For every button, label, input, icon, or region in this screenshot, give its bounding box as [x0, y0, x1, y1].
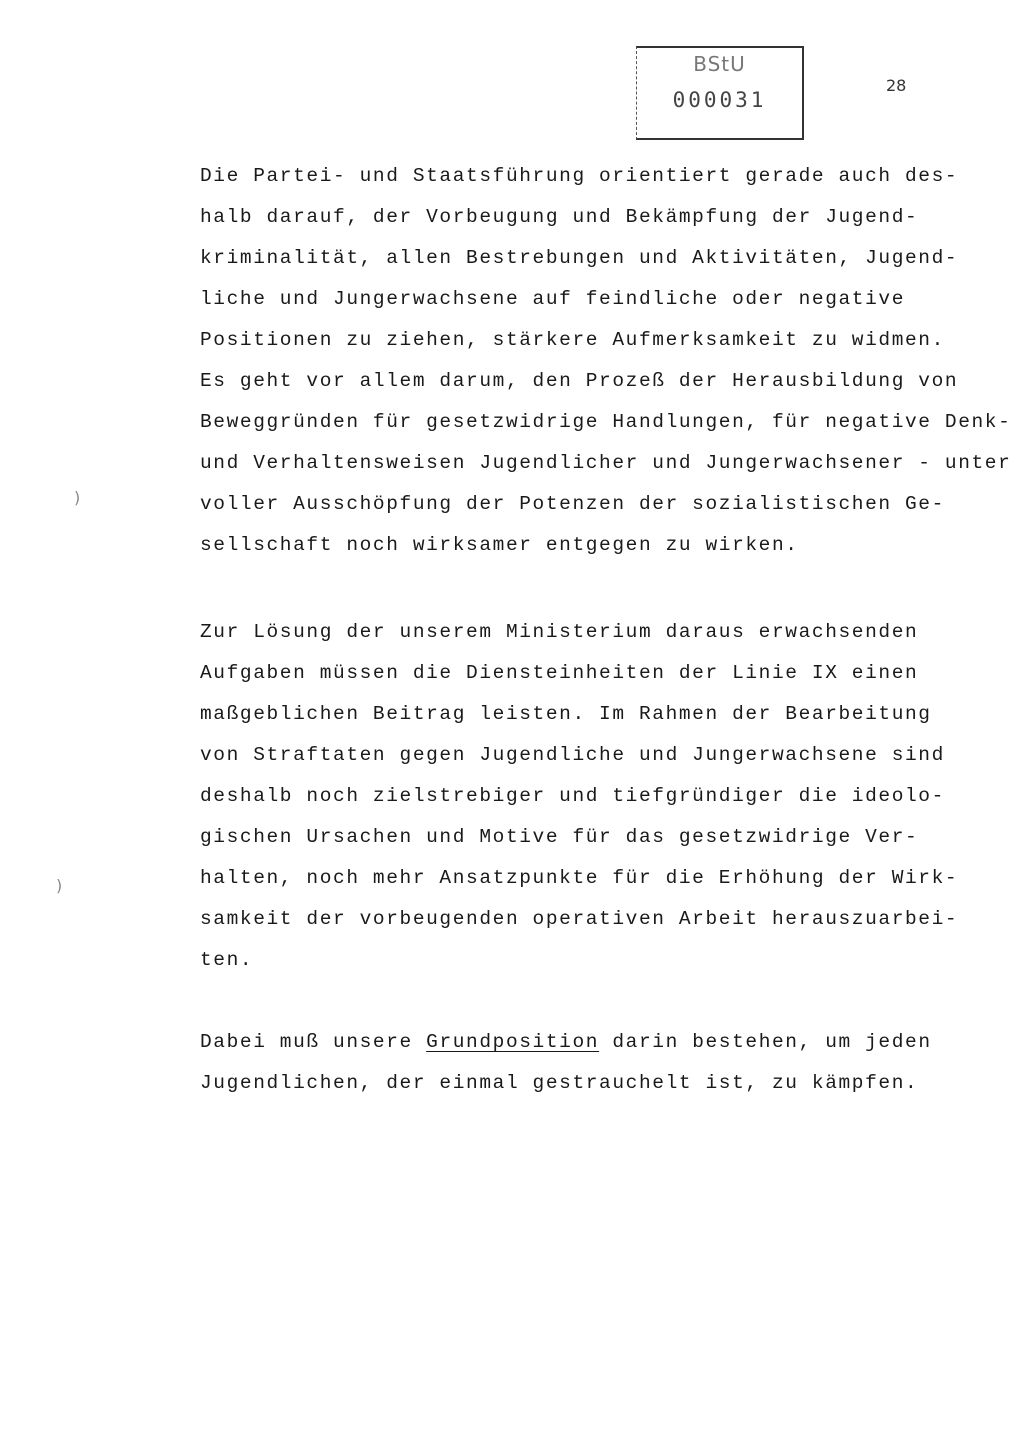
- text-line: deshalb noch zielstrebiger und tiefgründiger die ideolo-: [200, 785, 945, 807]
- text-line: ten.: [200, 949, 254, 971]
- margin-mark: ): [74, 488, 81, 507]
- text-line: halten, noch mehr Ansatzpunkte für die Erhöhung der Wirk-: [200, 867, 959, 889]
- text-line: gischen Ursachen und Motive für das gesetzwidrige Ver-: [200, 826, 919, 848]
- text-line: sellschaft noch wirksamer entgegen zu wirken.: [200, 534, 799, 556]
- text-line: von Straftaten gegen Jugendliche und Jungerwachsene sind: [200, 744, 945, 766]
- margin-mark: ): [56, 876, 63, 895]
- text-segment: darin bestehen, um jeden: [599, 1031, 932, 1053]
- archive-stamp: [636, 46, 804, 140]
- text-line: kriminalität, allen Bestrebungen und Aktivitäten, Jugend-: [200, 247, 959, 269]
- text-line: voller Ausschöpfung der Potenzen der sozialistischen Ge-: [200, 493, 945, 515]
- text-line: samkeit der vorbeugenden operativen Arbeit herauszuarbei-: [200, 908, 959, 930]
- text-line: liche und Jungerwachsene auf feindliche oder negative: [200, 288, 906, 310]
- paragraph-2: [200, 612, 990, 981]
- text-line: [200, 1022, 990, 1063]
- text-line: Die Partei- und Staatsführung orientiert gerade auch des-: [200, 165, 959, 187]
- text-line: Positionen zu ziehen, stärkere Aufmerksamkeit zu widmen.: [200, 329, 945, 351]
- text-line: halb darauf, der Vorbeugung und Bekämpfung der Jugend-: [200, 206, 919, 228]
- text-line: Es geht vor allem darum, den Prozeß der Herausbildung von: [200, 370, 959, 392]
- text-segment: Dabei muß unsere: [200, 1031, 427, 1053]
- text-line: Aufgaben müssen die Diensteinheiten der Linie IX einen: [200, 662, 919, 684]
- text-line: und Verhaltensweisen Jugendlicher und Jungerwachsener - unter: [200, 452, 1012, 474]
- stamp-agency: BStU: [693, 52, 746, 76]
- text-line: Zur Lösung der unserem Ministerium daraus erwachsenden: [200, 621, 919, 643]
- text-line: maßgeblichen Beitrag leisten. Im Rahmen der Bearbeitung: [200, 703, 932, 725]
- page-number: 28: [886, 76, 907, 95]
- paragraph-1: [200, 156, 1012, 566]
- underlined-term: Grundposition: [426, 1031, 600, 1053]
- text-line: Beweggründen für gesetzwidrige Handlungen, für negative Denk-: [200, 411, 1012, 433]
- paragraph-3: [200, 1022, 990, 1104]
- text-line: Jugendlichen, der einmal gestrauchelt ist, zu kämpfen.: [200, 1072, 919, 1094]
- stamp-number: 000031: [672, 88, 767, 112]
